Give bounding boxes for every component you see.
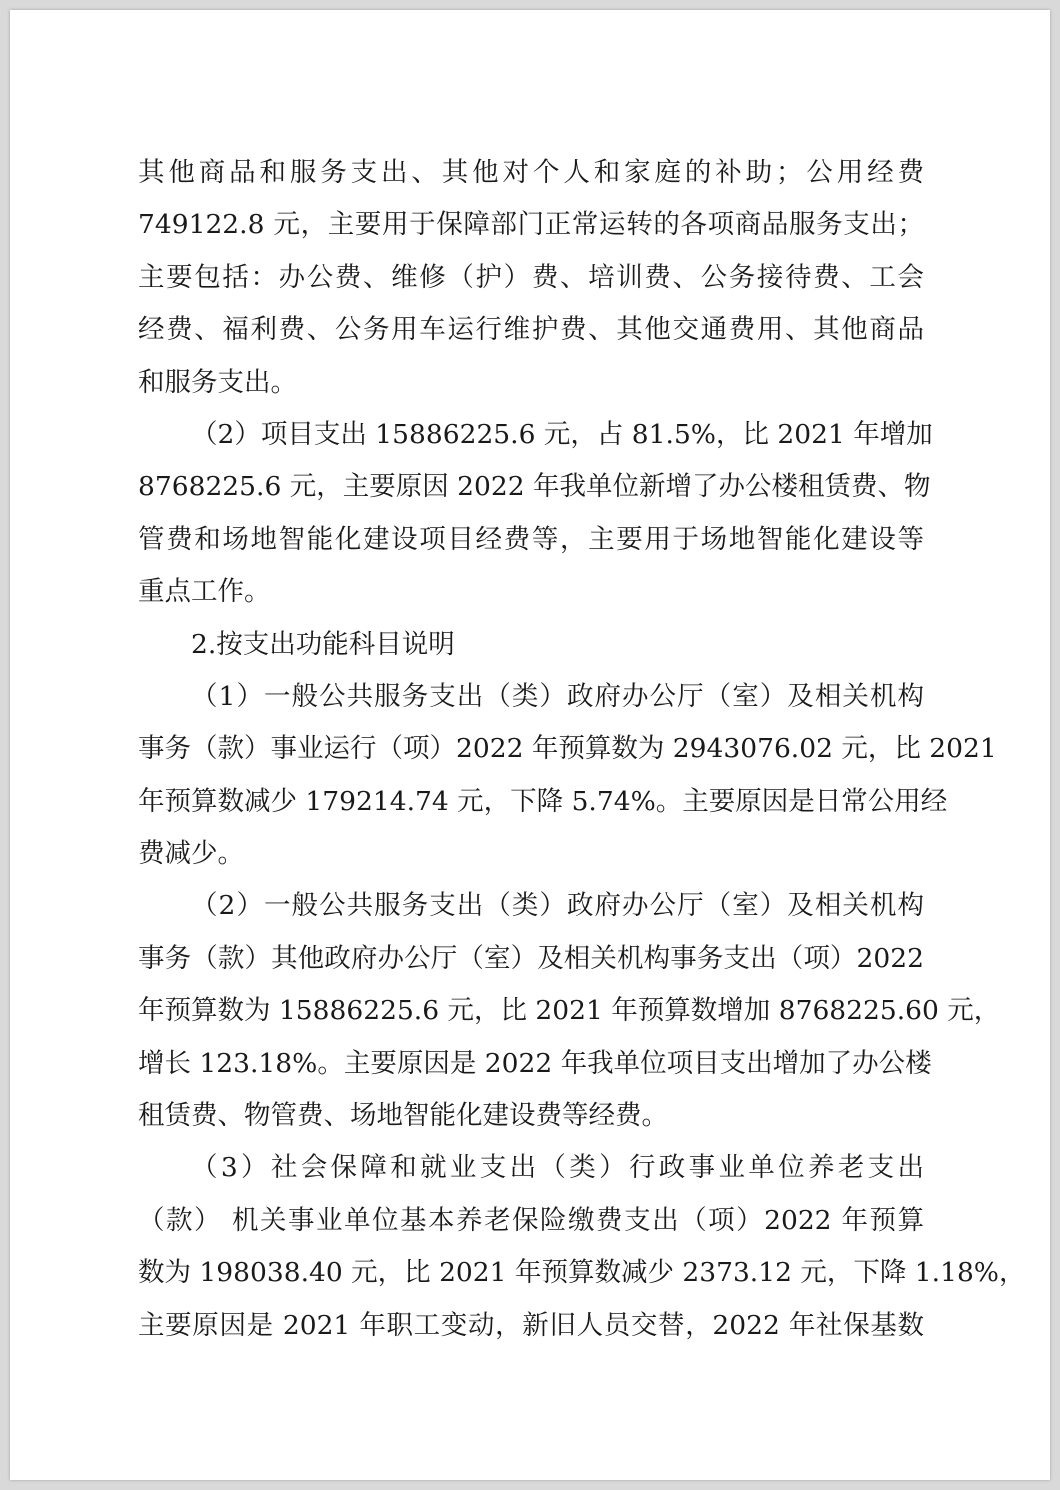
text-line: （3）社会保障和就业支出（类）行政事业单位养老支出	[191, 1152, 924, 1184]
text-line: 费减少。	[138, 838, 244, 870]
text-line: （2）一般公共服务支出（类）政府办公厅（室）及相关机构	[191, 890, 924, 922]
text-line: 事务（款）其他政府办公厅（室）及相关机构事务支出（项）2022	[138, 942, 924, 974]
document-body	[138, 147, 1026, 1352]
text-line: 749122.8 元，主要用于保障部门正常运转的各项商品服务支出；	[138, 209, 924, 241]
text-line: 其他商品和服务支出、其他对个人和家庭的补助；公用经费	[138, 157, 924, 188]
text-line: 8768225.6 元，主要原因 2022 年我单位新增了办公楼租赁费、物	[138, 471, 931, 503]
text-line: （1）一般公共服务支出（类）政府办公厅（室）及相关机构	[191, 680, 924, 712]
text-line: 年预算数为 15886225.6 元，比 2021 年预算数增加 8768225.60 元，	[138, 995, 1001, 1027]
text-line: 数为 198038.40 元，比 2021 年预算数减少 2373.12 元，下降 1.18%，	[138, 1257, 1026, 1289]
text-line: （款） 机关事业单位基本养老保险缴费支出（项）2022 年预算	[138, 1204, 924, 1236]
text-line: （2）项目支出 15886225.6 元，占 81.5%，比 2021 年增加	[191, 418, 933, 450]
text-line: 和服务支出。	[138, 366, 297, 398]
document-page	[10, 10, 1050, 1480]
text-line: 重点工作。	[138, 576, 271, 608]
text-line: 事务（款）事业运行（项）2022 年预算数为 2943076.02 元，比 2021	[138, 733, 997, 765]
section-heading: 2.按支出功能科目说明	[191, 628, 455, 660]
text-line: 租赁费、物管费、场地智能化建设费等经费。	[138, 1100, 668, 1132]
text-line: 管费和场地智能化建设项目经费等，主要用于场地智能化建设等	[138, 523, 924, 555]
text-line: 年预算数减少 179214.74 元，下降 5.74%。主要原因是日常公用经	[138, 785, 948, 817]
text-line: 主要包括：办公费、维修（护）费、培训费、公务接待费、工会	[138, 261, 924, 293]
text-line: 增长 123.18%。主要原因是 2022 年我单位项目支出增加了办公楼	[138, 1047, 932, 1079]
text-line: 主要原因是 2021 年职工变动，新旧人员交替，2022 年社保基数	[138, 1309, 924, 1341]
text-line: 经费、福利费、公务用车运行维护费、其他交通费用、其他商品	[138, 314, 924, 346]
